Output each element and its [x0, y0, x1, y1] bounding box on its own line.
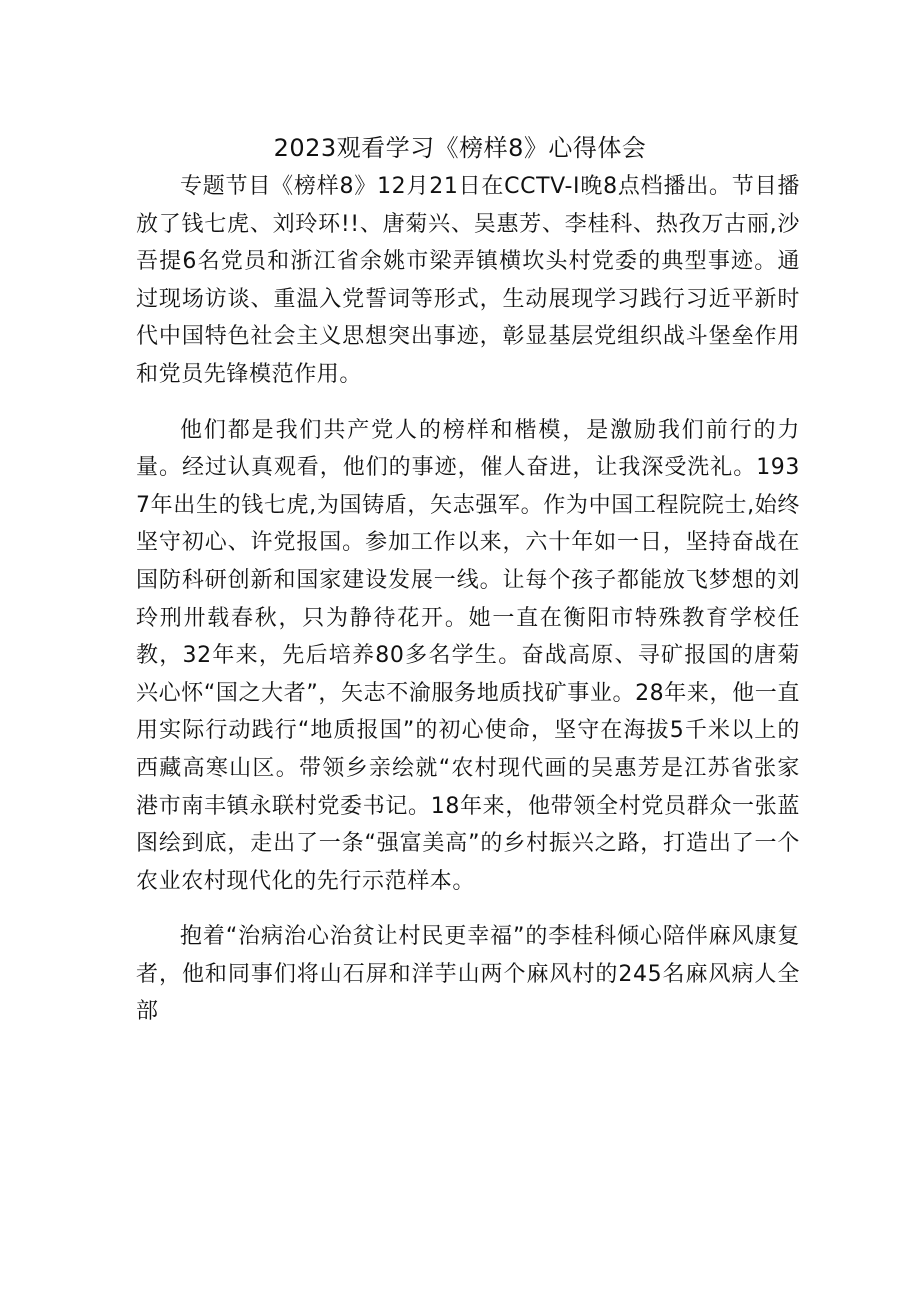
paragraph-3: 抱着“治病治心治贫让村民更幸福”的李桂科倾心陪伴麻风康复者，他和同事们将山石屏和洋芋山两个麻风村的245名麻风病人全部	[136, 924, 800, 1025]
document-body	[136, 168, 800, 1049]
paragraph-2: 他们都是我们共产党人的榜样和楷模，是激励我们前行的力量。经过认真观看，他们的事迹，催人奋进，让我深受洗礼。1937年出生的钱七虎,为国铸盾，矢志强军。作为中国工程院院士,始终坚守初心、许党报国。参加工作以来，六十年如一日，坚持奋战在国防科研创新和国家建设发展一线。让每个孩子都能放飞梦想的刘玲刑卅载春秋，只为静待花开。她一直在衡阳市特殊教育学校任教，32年来，先后培养80多名学生。奋战高原、寻矿报国的唐菊兴心怀“国之大者”，矢志不渝服务地质找矿事业。28年来，他一直用实际行动践行“地质报国”的初心使命，坚守在海拔5千米以上的西藏高寒山区。带领乡亲绘就“农村现代画的吴惠芳是江苏省张家港市南丰镇永联村党委书记。18年来，他带领全村党员群众一张蓝图绘到底，走出了一条“强富美高”的乡村振兴之路，打造出了一个农业农村现代化的先行示范样本。	[136, 417, 800, 894]
document-title: 2023观看学习《榜样8》心得体会	[273, 134, 647, 162]
paragraph-1: 专题节目《榜样8》12月21日在CCTV-I晚8点档播出。节目播放了钱七虎、刘玲环!!、唐菊兴、吴惠芳、李桂科、热孜万古丽,沙吾提6名党员和浙江省余姚市梁弄镇横坎头村党委的典型事迹。通过现场访谈、重温入党誓词等形式，生动展现学习践行习近平新时代中国特色社会主义思想突出事迹，彰显基层党组织战斗堡垒作用和党员先锋模范作用。	[136, 174, 800, 387]
